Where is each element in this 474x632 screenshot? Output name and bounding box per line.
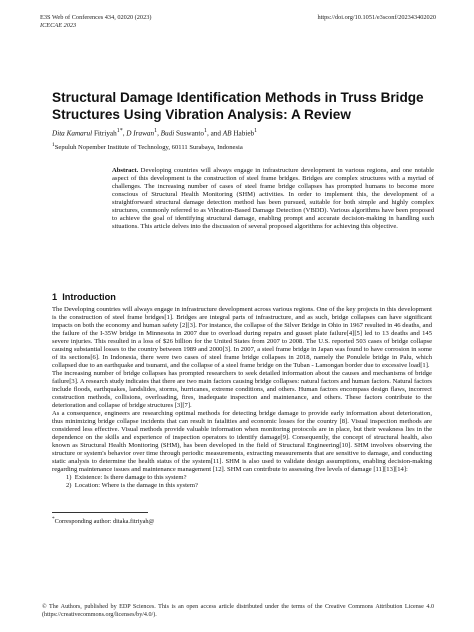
author-4-last: Habieb (231, 129, 255, 138)
damage-level-list (52, 474, 432, 490)
author-separator: , and (207, 129, 223, 138)
author-list (52, 127, 432, 138)
list-item-number: 1) (66, 474, 72, 481)
list-item-text: Location: Where is the damage in this system? (74, 482, 198, 489)
abstract (112, 167, 434, 231)
footnote (52, 516, 154, 525)
author-separator: , (122, 129, 127, 138)
section-heading (52, 292, 116, 302)
author-1-last: Fitriyah (92, 129, 117, 138)
abstract-text: Developing countries will always engage in infrastructure development in various regions, and one notable aspect of this development is the construction of steel frame bridges. Bridges are complex structures with a myriad of challenges. The increasing number of cases of steel frame bridge collapses has prompted humans to become more conscious of Structural Health Monitoring (SHM) activities. In order to implement this, the development of a straightforward structural damage detection method has been pursued, suitable for both simple and highly complex structures, commonly referred to as Vibration-Based Damage Detection (VBDD). Various algorithms have been proposed to achieve the goal of identifying structural damage, enabling prompt and accurate decision-making in handling such situations. This article delves into the discussion of several proposed algorithms for achieving this objective. (112, 167, 434, 230)
author-3-sup: 1 (204, 128, 207, 134)
author-4-sup: 1 (254, 128, 258, 134)
conference-name: ICECAE 2023 (40, 22, 77, 29)
list-item-number: 2) (66, 482, 72, 489)
list-item-text: Existence: Is there damage to this system? (74, 474, 187, 481)
body-text (52, 306, 432, 490)
section-title: Introduction (62, 292, 116, 302)
abstract-label: Abstract. (112, 167, 139, 174)
affiliation-sup: 1 (52, 142, 55, 148)
author-4-first: AB (222, 129, 232, 138)
list-item (66, 482, 432, 490)
footnote-mark: * (52, 516, 55, 522)
footnote-text[interactable]: Corresponding author: ditaka.fitriyah@ (54, 518, 155, 526)
journal-citation: E3S Web of Conferences 434, 02020 (2023) (40, 14, 152, 21)
paper-title: Structural Damage Identification Methods in Truss Bridge Structures Using Vibration Analysis: A Review (52, 90, 424, 122)
affiliation-text: Sepuluh Nopember Institute of Technology, 60111 Surabaya, Indonesia (54, 144, 243, 152)
paragraph: The Developing countries will always engage in infrastructure development across various regions. One of the key projects in this development is the construction of steel frame bridges[1]. Bridges are integral parts of infrastructure, and as such, bridge collapses can have significant impacts on both the economy and human safety [2][3]. For instance, the collapse of the Silver Bridge in Ohio in 1967 resulted in 46 deaths, and the failure of the I-35W bridge in Minnesota in 2007 due to overload during repairs and gusset plate failure[4][5] led to 13 deaths and 145 severe injuries. This resulted in a loss of $26 billion for the United States from 2007 to 2008. The U.S. reported 503 cases of bridge collapse causing substantial losses to the country between 1989 and 2000[3]. In 2007, a steel frame bridge in Japan was found to have corrosion in some of its sections[6]. In Indonesia, there were two cases of steel frame bridge collapses in 2018, namely the Ponulele bridge in Palu, which collapsed due to an earthquake and tsunami, and the collapse of a steel frame bridge on the Tuban - Lamongan border due to excessive load[1]. (52, 306, 432, 369)
author-1-sup: 1* (116, 128, 123, 134)
author-2: D Irawan (126, 129, 155, 138)
license-footer: © The Authors, published by EDP Sciences. This is an open access article distributed under the terms of the Creative Commons Attribution License 4.0 (https://creativecommons.org/licenses/by/4.0/). (42, 604, 434, 618)
author-2-sup: 1 (154, 128, 158, 134)
author-3-last: Suswanto (174, 129, 204, 138)
footnote-rule (52, 512, 148, 513)
paragraph: As a consequence, engineers are researching optimal methods for detecting bridge damage to provide early information about deterioration, thus minimizing bridge collapse incidents that can result in fatalities and economic losses for the country [8]. Visual inspection methods are considered less effective. Visual methods provide valuable information when monitoring protocols are in place, but their weakness lies in the dependence on the skills and experience of inspection operators to identify damage[9]. Consequently, the concept of structural health, also known as Structural Health Monitoring (SHM), has been developed in the field of Structural Engineering[10]. SHM involves observing the structure or system's behavior over time through periodic measurements, extracting measurements that are sensitive to damage, and conducting static analysis to determine the health status of the system[11]. SHM is also used to validate design assumptions, enabling decision-making regarding maintenance issues and maintenance management [12]. SHM can contribute to assessing five levels of damage [11][13][14]: (52, 410, 432, 473)
running-header (40, 14, 436, 30)
author-1-first: Dita Kamarul (52, 129, 93, 138)
affiliation (52, 141, 432, 153)
section-number: 1 (52, 292, 58, 302)
paragraph: The increasing number of bridge collapses has prompted researchers to seek detailed information about the causes and mechanisms of bridge failure[3]. A research study indicates that there are two main factors causing bridge collapses: natural factors and human factors. Natural factors include floods, earthquakes, landslides, storms, hurricanes, extreme conditions, and others. Human factors encompass design flaws, incorrect construction methods, collisions, overloading, fires, inadequate inspection and maintenance, and others. These factors contribute to the deterioration and collapse of bridge structures [3][7]. (52, 370, 432, 409)
doi-link[interactable]: https://doi.org/10.1051/e3sconf/202343402020 (317, 14, 436, 21)
author-3-first: Budi (160, 129, 175, 138)
list-item (66, 474, 432, 482)
author-separator: , (157, 129, 161, 138)
